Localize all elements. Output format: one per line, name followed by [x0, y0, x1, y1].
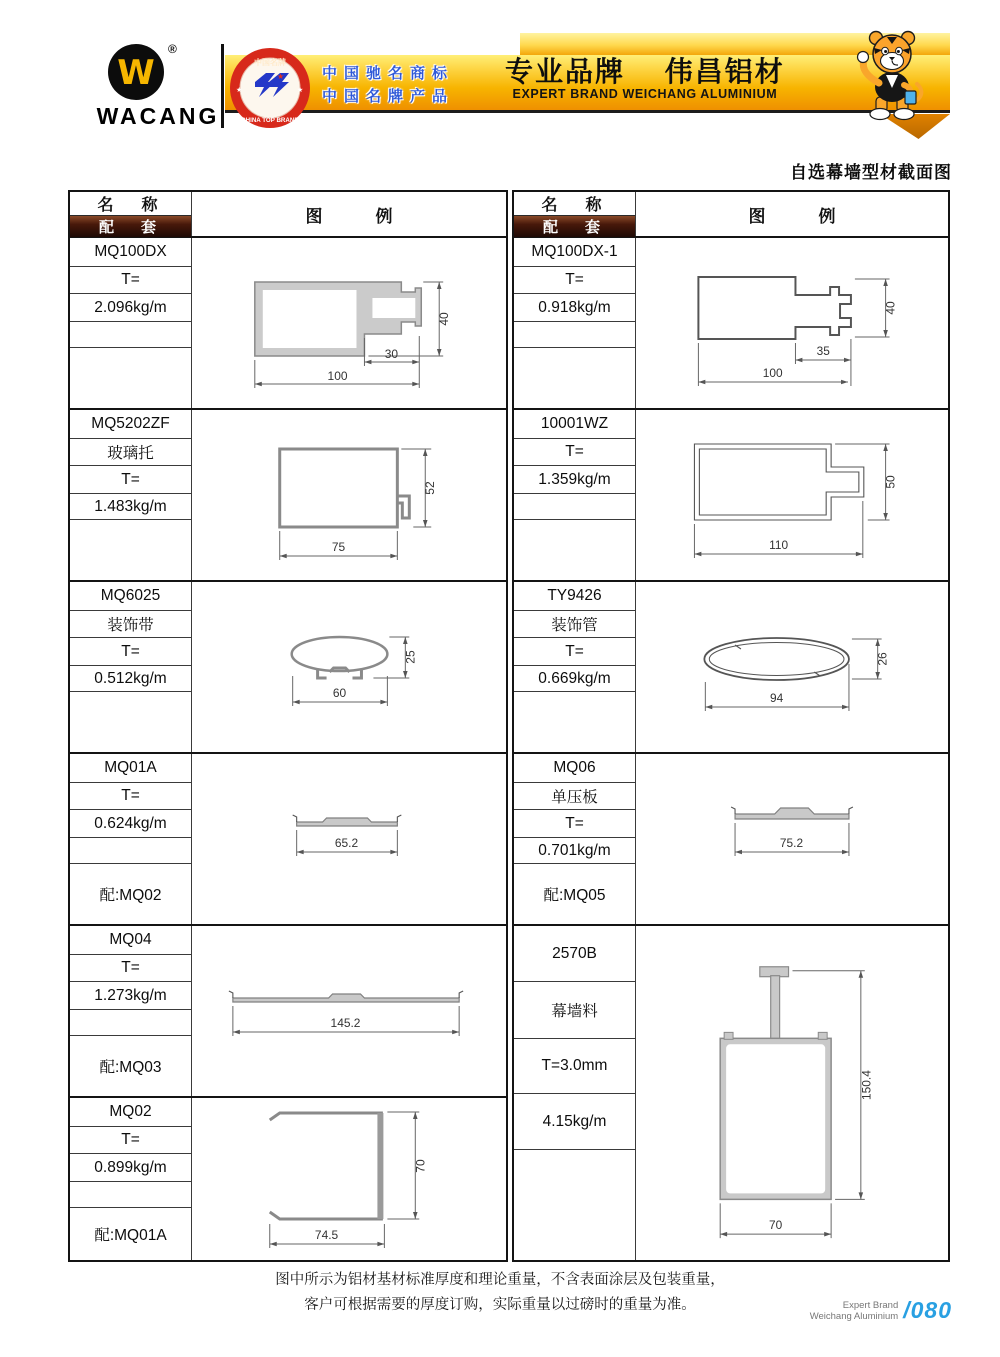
name-column-header: 名 称: [70, 192, 191, 216]
slogan-line1: 中国驰名商标: [322, 65, 455, 82]
svg-text:30: 30: [384, 346, 399, 362]
profile-code: MQ100DX: [70, 238, 191, 267]
profile-pairing: 配:MQ01A: [94, 1227, 167, 1244]
profile-use: 装饰管: [514, 611, 635, 638]
header-divider: [221, 44, 224, 128]
wacang-logo-icon: [106, 42, 166, 102]
profile-weight: 4.15kg/m: [514, 1094, 635, 1150]
profile-table-left: [68, 190, 508, 1262]
diagram-mq100dx-1: [636, 238, 948, 408]
profile-thickness: T=: [514, 638, 635, 666]
profile-thickness: T=: [514, 810, 635, 838]
table-row: [70, 410, 506, 582]
diagram-mq01a: [192, 754, 506, 924]
diagram-2570b: [636, 926, 948, 1260]
profile-thickness: T=: [70, 638, 191, 666]
profile-pairing: [70, 348, 191, 408]
profile-code: MQ6025: [70, 582, 191, 611]
badge-bottom-text: CHINA TOP BRAND: [241, 117, 299, 124]
pagination-brand-line1: Expert Brand: [842, 1299, 899, 1311]
svg-text:150.4: 150.4: [859, 1070, 874, 1100]
svg-text:35: 35: [816, 343, 830, 359]
profile-thickness: T=: [70, 466, 191, 494]
legend-column-header: 图 例: [748, 206, 854, 226]
profile-thickness: T=3.0mm: [514, 1039, 635, 1094]
table-header: [70, 192, 506, 238]
profile-pairing: [70, 520, 191, 580]
profile-weight: 2.096kg/m: [70, 294, 191, 322]
name-column-header: 名 称: [514, 192, 635, 216]
table-row: [70, 238, 506, 410]
svg-text:75: 75: [331, 539, 346, 555]
profile-weight: 0.512kg/m: [70, 666, 191, 692]
svg-text:70: 70: [413, 1159, 428, 1173]
page-number: /080: [903, 1297, 952, 1323]
svg-text:50: 50: [883, 475, 898, 489]
profile-weight: 1.483kg/m: [70, 494, 191, 520]
profile-note: [70, 838, 191, 864]
svg-text:65.2: 65.2: [334, 835, 359, 851]
table-row: [514, 926, 948, 1260]
profile-code: MQ06: [514, 754, 635, 783]
profile-note: [70, 1010, 191, 1036]
china-top-brand-badge-icon: [228, 46, 312, 130]
profile-pairing: [70, 692, 191, 752]
legend-column-header: 图 例: [305, 206, 411, 226]
profile-weight: 0.669kg/m: [514, 666, 635, 692]
svg-text:26: 26: [875, 652, 890, 666]
svg-text:75.2: 75.2: [779, 835, 804, 851]
table-row: [514, 754, 948, 926]
profile-pairing: [514, 520, 635, 580]
profile-pairing: [514, 692, 635, 752]
profile-use: 玻璃托: [70, 439, 191, 466]
table-row: [514, 410, 948, 582]
footer-line2: 客户可根据需要的厚度订购，实际重量以过磅时的重量为准。: [304, 1297, 696, 1313]
profile-code: MQ04: [70, 926, 191, 955]
diagram-mq04: [192, 926, 506, 1096]
footer-line1: 图中所示为铝材基材标准厚度和理论重量，不含表面涂层及包装重量，: [275, 1272, 725, 1288]
svg-text:52: 52: [423, 481, 438, 495]
profile-note: [70, 1182, 191, 1208]
svg-text:74.5: 74.5: [314, 1227, 339, 1243]
profile-pairing: [514, 348, 635, 408]
svg-text:100: 100: [762, 365, 783, 381]
profile-weight: 1.359kg/m: [514, 466, 635, 494]
badge-top-text: 中国名牌: [254, 58, 286, 67]
profile-pairing: [514, 1150, 635, 1260]
profile-thickness: T=: [70, 267, 191, 294]
svg-text:★: ★: [297, 87, 304, 94]
profile-thickness: T=: [514, 439, 635, 466]
profile-weight: 0.701kg/m: [514, 838, 635, 864]
table-row: [70, 754, 506, 926]
diagram-10001wz: [636, 410, 948, 580]
pagination: [810, 1297, 952, 1324]
svg-text:110: 110: [769, 537, 789, 553]
banner-slogans: [322, 62, 454, 108]
profile-pairing: 配:MQ05: [543, 887, 606, 904]
profile-code: MQ02: [70, 1098, 191, 1127]
profile-thickness: T=: [514, 267, 635, 294]
table-row: [514, 238, 948, 410]
svg-text:145.2: 145.2: [330, 1015, 361, 1031]
slogan-line2: 中国名牌产品: [322, 88, 455, 105]
profile-weight: 0.624kg/m: [70, 810, 191, 838]
diagram-mq06: [636, 754, 948, 924]
profile-weight: 0.918kg/m: [514, 294, 635, 322]
logo-wordmark: WACANG: [96, 103, 220, 129]
pagination-brand: [810, 1300, 899, 1322]
registered-mark: ®: [168, 42, 177, 56]
svg-text:40: 40: [437, 312, 452, 326]
profile-code: MQ5202ZF: [70, 410, 191, 439]
profile-code: 10001WZ: [514, 410, 635, 439]
profile-table-right: [512, 190, 950, 1262]
diagram-mq100dx: [192, 238, 506, 408]
svg-text:94: 94: [770, 690, 784, 706]
pairing-column-header: 配 套: [514, 216, 635, 237]
profile-code: MQ100DX-1: [514, 238, 635, 267]
profile-code: MQ01A: [70, 754, 191, 783]
profile-use: 装饰带: [70, 611, 191, 638]
profile-use: 幕墙料: [514, 982, 635, 1039]
svg-text:25: 25: [403, 650, 418, 664]
profile-use: 单压板: [514, 783, 635, 810]
svg-text:★: ★: [236, 87, 243, 94]
page-title: 自选幕墙型材截面图: [790, 163, 952, 182]
profile-code: TY9426: [514, 582, 635, 611]
profile-weight: 0.899kg/m: [70, 1154, 191, 1182]
profile-thickness: T=: [70, 783, 191, 810]
profile-code: 2570B: [514, 926, 635, 982]
diagram-mq5202zf: [192, 410, 506, 580]
brand-title: 专业品牌 伟昌铝材: [505, 56, 785, 87]
tiger-mascot-icon: [850, 24, 938, 122]
diagram-mq02: [192, 1098, 506, 1260]
table-row: [70, 582, 506, 754]
pairing-column-header: 配 套: [70, 216, 191, 237]
svg-text:W: W: [117, 53, 155, 93]
svg-text:70: 70: [769, 1218, 783, 1233]
pagination-brand-line2: Weichang Aluminium: [809, 1310, 899, 1322]
profile-weight: 1.273kg/m: [70, 982, 191, 1010]
profile-note: [514, 322, 635, 348]
profile-note: [514, 494, 635, 520]
brand-block: [505, 57, 785, 101]
profile-thickness: T=: [70, 955, 191, 982]
table-row: [70, 1098, 506, 1260]
profile-note: [70, 322, 191, 348]
table-row: [70, 926, 506, 1098]
table-row: [514, 582, 948, 754]
brand-subtitle: EXPERT BRAND WEICHANG ALUMINIUM: [512, 87, 778, 101]
diagram-ty9426: [636, 582, 948, 752]
svg-text:60: 60: [332, 685, 347, 701]
svg-text:★: ★: [277, 72, 285, 81]
svg-text:40: 40: [883, 301, 898, 315]
profile-pairing: 配:MQ02: [99, 887, 162, 904]
diagram-mq6025: [192, 582, 506, 752]
profile-thickness: T=: [70, 1127, 191, 1154]
profile-pairing: 配:MQ03: [99, 1059, 162, 1076]
table-header: [514, 192, 948, 238]
svg-text:100: 100: [327, 368, 348, 384]
